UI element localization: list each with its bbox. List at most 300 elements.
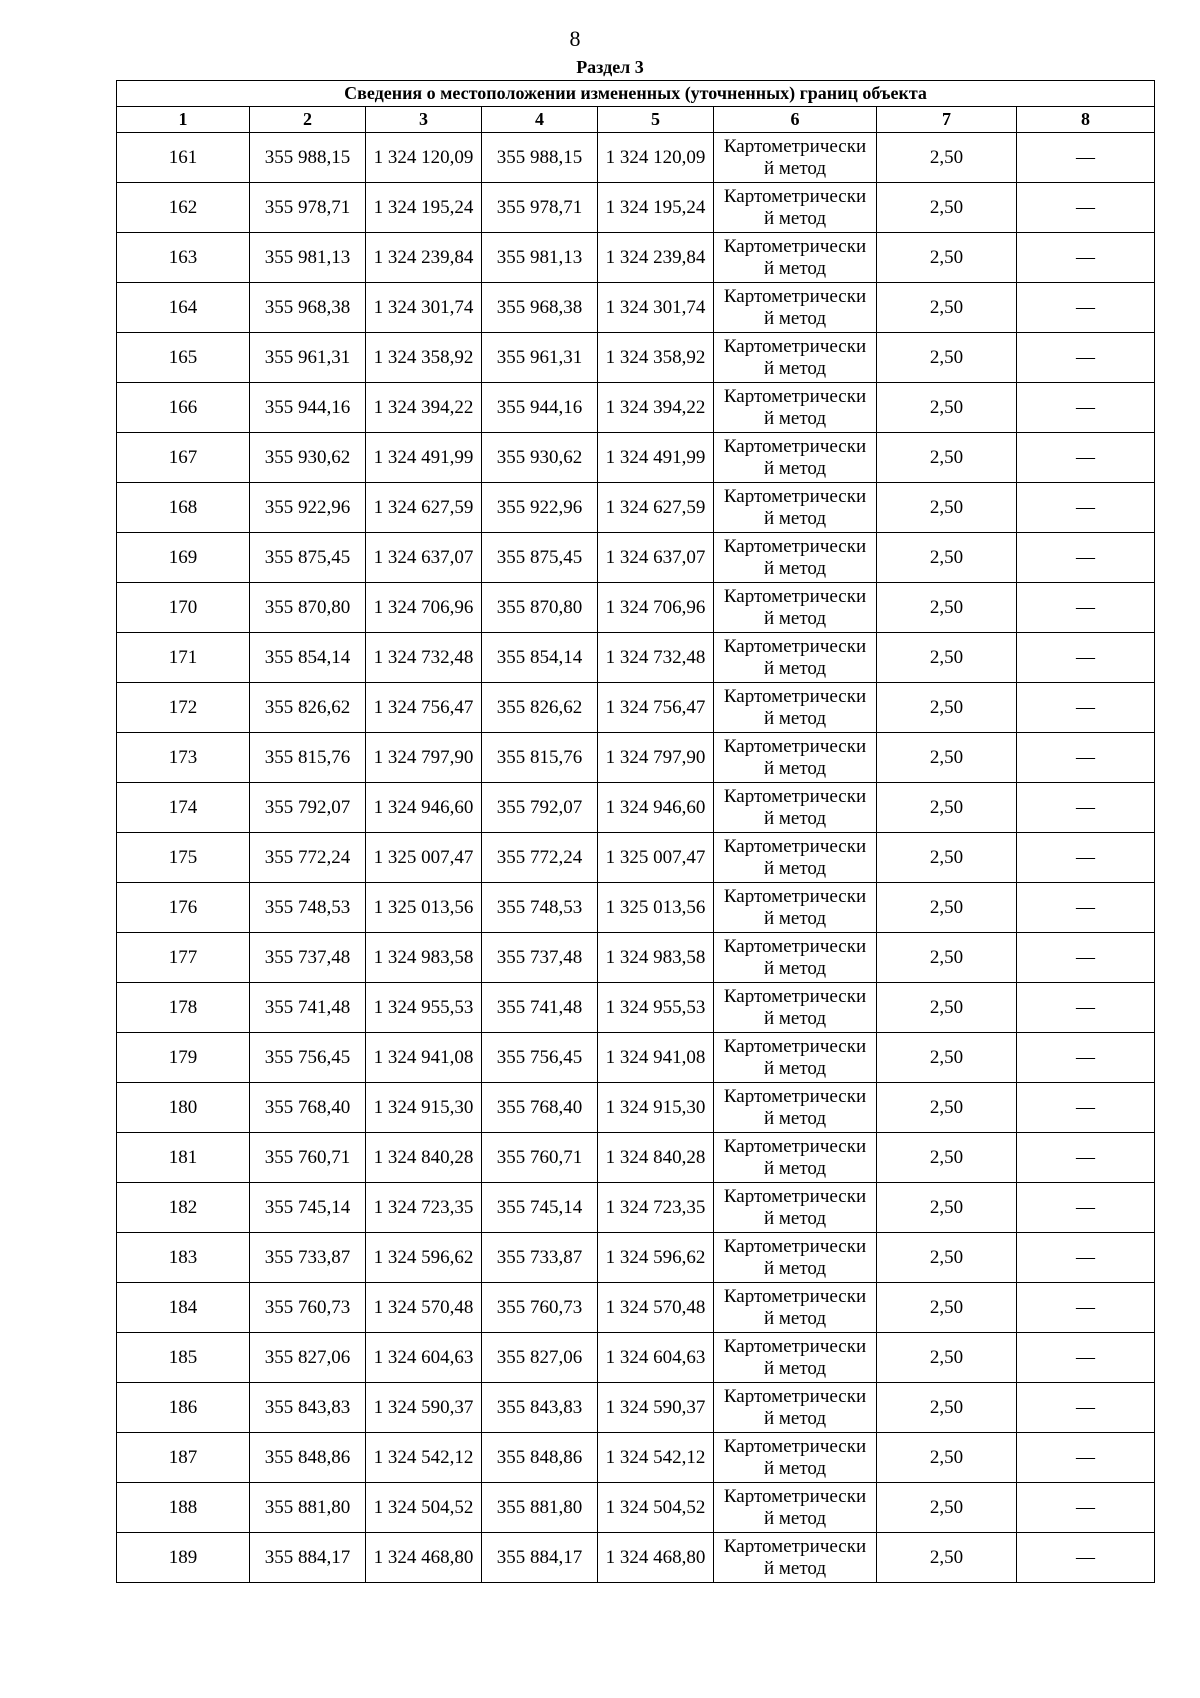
cell-method (714, 1233, 877, 1283)
column-number-8: 8 (1017, 107, 1155, 133)
cell-y-existing: 1 324 301,74 (366, 283, 482, 333)
cell-point-number: 182 (117, 1183, 250, 1233)
table-row (117, 1333, 1155, 1383)
cell-y-existing: 1 324 941,08 (366, 1033, 482, 1083)
cell-point-number: 174 (117, 783, 250, 833)
table-row (117, 483, 1155, 533)
cell-y-existing: 1 325 013,56 (366, 883, 482, 933)
table-row (117, 783, 1155, 833)
cell-x-refined: 355 961,31 (482, 333, 598, 383)
method-line-1: Картометрически (723, 1035, 867, 1057)
cell-y-refined: 1 324 358,92 (598, 333, 714, 383)
column-number-5: 5 (598, 107, 714, 133)
cell-method (714, 1533, 877, 1583)
cell-accuracy: 2,50 (877, 333, 1017, 383)
cell-y-refined: 1 324 941,08 (598, 1033, 714, 1083)
cell-x-existing: 355 745,14 (250, 1183, 366, 1233)
cell-x-refined: 355 884,17 (482, 1533, 598, 1583)
method-line-1: Картометрически (723, 285, 867, 307)
cell-note: — (1017, 333, 1155, 383)
cell-y-refined: 1 324 195,24 (598, 183, 714, 233)
table-row (117, 1133, 1155, 1183)
cell-y-existing: 1 324 491,99 (366, 433, 482, 483)
method-line-1: Картометрически (723, 335, 867, 357)
cell-method (714, 933, 877, 983)
cell-point-number: 181 (117, 1133, 250, 1183)
table-row (117, 383, 1155, 433)
cell-y-existing: 1 324 627,59 (366, 483, 482, 533)
method-line-2: й метод (763, 1357, 827, 1379)
cell-x-refined: 355 870,80 (482, 583, 598, 633)
method-line-2: й метод (763, 207, 827, 229)
cell-note: — (1017, 583, 1155, 633)
cell-method (714, 433, 877, 483)
table-row (117, 433, 1155, 483)
cell-x-existing: 355 827,06 (250, 1333, 366, 1383)
cell-x-refined: 355 854,14 (482, 633, 598, 683)
cell-x-refined: 355 733,87 (482, 1233, 598, 1283)
cell-accuracy: 2,50 (877, 783, 1017, 833)
page-number: 8 (569, 26, 581, 51)
cell-y-refined: 1 324 706,96 (598, 583, 714, 633)
cell-x-existing: 355 760,73 (250, 1283, 366, 1333)
cell-method (714, 983, 877, 1033)
cell-y-existing: 1 324 840,28 (366, 1133, 482, 1183)
cell-note: — (1017, 533, 1155, 583)
cell-x-refined: 355 745,14 (482, 1183, 598, 1233)
cell-y-existing: 1 324 637,07 (366, 533, 482, 583)
cell-method (714, 883, 877, 933)
cell-x-refined: 355 772,24 (482, 833, 598, 883)
cell-y-existing: 1 324 915,30 (366, 1083, 482, 1133)
method-line-2: й метод (763, 607, 827, 629)
cell-method (714, 533, 877, 583)
cell-point-number: 183 (117, 1233, 250, 1283)
method-line-2: й метод (763, 1457, 827, 1479)
cell-accuracy: 2,50 (877, 133, 1017, 183)
method-line-1: Картометрически (723, 885, 867, 907)
table-row (117, 633, 1155, 683)
cell-note: — (1017, 933, 1155, 983)
cell-method (714, 483, 877, 533)
cell-y-refined: 1 324 946,60 (598, 783, 714, 833)
table-title-row (117, 81, 1155, 107)
column-number-4: 4 (482, 107, 598, 133)
cell-accuracy: 2,50 (877, 633, 1017, 683)
cell-note: — (1017, 1083, 1155, 1133)
cell-accuracy: 2,50 (877, 283, 1017, 333)
table-row (117, 1083, 1155, 1133)
cell-point-number: 178 (117, 983, 250, 1033)
cell-y-existing: 1 324 239,84 (366, 233, 482, 283)
cell-accuracy: 2,50 (877, 1333, 1017, 1383)
cell-method (714, 633, 877, 683)
column-number-7: 7 (877, 107, 1017, 133)
cell-y-refined: 1 324 542,12 (598, 1433, 714, 1483)
cell-y-existing: 1 324 542,12 (366, 1433, 482, 1483)
cell-x-refined: 355 737,48 (482, 933, 598, 983)
cell-point-number: 169 (117, 533, 250, 583)
cell-note: — (1017, 1333, 1155, 1383)
method-line-1: Картометрически (723, 385, 867, 407)
cell-x-refined: 355 843,83 (482, 1383, 598, 1433)
cell-y-existing: 1 324 358,92 (366, 333, 482, 383)
cell-x-refined: 355 760,73 (482, 1283, 598, 1333)
cell-method (714, 1083, 877, 1133)
method-line-2: й метод (763, 157, 827, 179)
cell-note: — (1017, 1483, 1155, 1533)
cell-x-existing: 355 981,13 (250, 233, 366, 283)
cell-method (714, 833, 877, 883)
method-line-1: Картометрически (723, 1185, 867, 1207)
method-line-1: Картометрически (723, 935, 867, 957)
cell-note: — (1017, 983, 1155, 1033)
method-line-2: й метод (763, 507, 827, 529)
method-line-2: й метод (763, 1507, 827, 1529)
cell-accuracy: 2,50 (877, 383, 1017, 433)
cell-y-existing: 1 324 120,09 (366, 133, 482, 183)
table-row (117, 1433, 1155, 1483)
cell-accuracy: 2,50 (877, 183, 1017, 233)
cell-x-existing: 355 760,71 (250, 1133, 366, 1183)
cell-x-existing: 355 922,96 (250, 483, 366, 533)
cell-accuracy: 2,50 (877, 883, 1017, 933)
cell-x-refined: 355 881,80 (482, 1483, 598, 1533)
column-number-1: 1 (117, 107, 250, 133)
method-line-1: Картометрически (723, 735, 867, 757)
cell-method (714, 133, 877, 183)
cell-y-refined: 1 324 955,53 (598, 983, 714, 1033)
cell-y-refined: 1 325 007,47 (598, 833, 714, 883)
cell-accuracy: 2,50 (877, 1133, 1017, 1183)
cell-note: — (1017, 683, 1155, 733)
cell-y-existing: 1 325 007,47 (366, 833, 482, 883)
cell-x-refined: 355 748,53 (482, 883, 598, 933)
method-line-2: й метод (763, 807, 827, 829)
cell-y-refined: 1 324 394,22 (598, 383, 714, 433)
cell-note: — (1017, 1283, 1155, 1333)
method-line-1: Картометрически (723, 1235, 867, 1257)
table-row (117, 583, 1155, 633)
cell-point-number: 176 (117, 883, 250, 933)
table-row (117, 1033, 1155, 1083)
table-row (117, 1283, 1155, 1333)
cell-y-refined: 1 324 239,84 (598, 233, 714, 283)
cell-x-refined: 355 922,96 (482, 483, 598, 533)
cell-x-existing: 355 792,07 (250, 783, 366, 833)
method-line-2: й метод (763, 1057, 827, 1079)
cell-point-number: 173 (117, 733, 250, 783)
cell-accuracy: 2,50 (877, 683, 1017, 733)
cell-method (714, 783, 877, 833)
cell-accuracy: 2,50 (877, 1283, 1017, 1333)
cell-point-number: 164 (117, 283, 250, 333)
cell-y-refined: 1 324 915,30 (598, 1083, 714, 1133)
cell-method (714, 1383, 877, 1433)
cell-note: — (1017, 883, 1155, 933)
cell-accuracy: 2,50 (877, 983, 1017, 1033)
method-line-2: й метод (763, 307, 827, 329)
cell-note: — (1017, 1533, 1155, 1583)
method-line-1: Картометрически (723, 785, 867, 807)
cell-y-refined: 1 324 596,62 (598, 1233, 714, 1283)
cell-x-existing: 355 826,62 (250, 683, 366, 733)
cell-note: — (1017, 133, 1155, 183)
cell-y-refined: 1 324 840,28 (598, 1133, 714, 1183)
cell-x-refined: 355 988,15 (482, 133, 598, 183)
cell-x-existing: 355 748,53 (250, 883, 366, 933)
cell-note: — (1017, 1383, 1155, 1433)
cell-y-existing: 1 324 723,35 (366, 1183, 482, 1233)
cell-point-number: 166 (117, 383, 250, 433)
cell-accuracy: 2,50 (877, 1183, 1017, 1233)
cell-y-refined: 1 324 120,09 (598, 133, 714, 183)
cell-y-existing: 1 324 570,48 (366, 1283, 482, 1333)
cell-accuracy: 2,50 (877, 933, 1017, 983)
cell-x-existing: 355 733,87 (250, 1233, 366, 1283)
cell-x-existing: 355 968,38 (250, 283, 366, 333)
cell-point-number: 163 (117, 233, 250, 283)
cell-point-number: 165 (117, 333, 250, 383)
method-line-2: й метод (763, 1407, 827, 1429)
column-number-2: 2 (250, 107, 366, 133)
cell-note: — (1017, 183, 1155, 233)
cell-accuracy: 2,50 (877, 233, 1017, 283)
cell-note: — (1017, 1183, 1155, 1233)
cell-note: — (1017, 483, 1155, 533)
cell-note: — (1017, 833, 1155, 883)
cell-method (714, 383, 877, 433)
cell-point-number: 175 (117, 833, 250, 883)
cell-method (714, 1133, 877, 1183)
table-row (117, 983, 1155, 1033)
method-line-2: й метод (763, 757, 827, 779)
method-line-2: й метод (763, 457, 827, 479)
method-line-1: Картометрически (723, 485, 867, 507)
cell-x-existing: 355 772,24 (250, 833, 366, 883)
cell-y-refined: 1 324 570,48 (598, 1283, 714, 1333)
method-line-2: й метод (763, 857, 827, 879)
method-line-1: Картометрически (723, 1385, 867, 1407)
cell-accuracy: 2,50 (877, 583, 1017, 633)
cell-x-existing: 355 737,48 (250, 933, 366, 983)
cell-accuracy: 2,50 (877, 1383, 1017, 1433)
cell-x-refined: 355 760,71 (482, 1133, 598, 1183)
cell-note: — (1017, 1233, 1155, 1283)
method-line-2: й метод (763, 1107, 827, 1129)
cell-method (714, 233, 877, 283)
cell-point-number: 162 (117, 183, 250, 233)
cell-y-refined: 1 324 637,07 (598, 533, 714, 583)
table-row (117, 833, 1155, 883)
cell-y-refined: 1 324 797,90 (598, 733, 714, 783)
table-title: Сведения о местоположении измененных (уточненных) границ объекта (117, 81, 1155, 107)
cell-accuracy: 2,50 (877, 833, 1017, 883)
table-row (117, 133, 1155, 183)
cell-method (714, 1483, 877, 1533)
cell-x-existing: 355 930,62 (250, 433, 366, 483)
cell-note: — (1017, 433, 1155, 483)
cell-accuracy: 2,50 (877, 1233, 1017, 1283)
cell-y-existing: 1 324 590,37 (366, 1383, 482, 1433)
cell-note: — (1017, 383, 1155, 433)
cell-x-refined: 355 756,45 (482, 1033, 598, 1083)
cell-method (714, 583, 877, 633)
cell-note: — (1017, 1133, 1155, 1183)
cell-x-refined: 355 768,40 (482, 1083, 598, 1133)
method-line-1: Картометрически (723, 535, 867, 557)
cell-point-number: 172 (117, 683, 250, 733)
method-line-2: й метод (763, 407, 827, 429)
method-line-2: й метод (763, 1207, 827, 1229)
cell-x-refined: 355 815,76 (482, 733, 598, 783)
cell-note: — (1017, 1033, 1155, 1083)
cell-point-number: 167 (117, 433, 250, 483)
cell-note: — (1017, 283, 1155, 333)
method-line-1: Картометрически (723, 1335, 867, 1357)
table-row (117, 883, 1155, 933)
cell-point-number: 168 (117, 483, 250, 533)
cell-x-refined: 355 944,16 (482, 383, 598, 433)
cell-accuracy: 2,50 (877, 1483, 1017, 1533)
method-line-2: й метод (763, 907, 827, 929)
method-line-2: й метод (763, 1157, 827, 1179)
cell-x-refined: 355 968,38 (482, 283, 598, 333)
cell-y-refined: 1 324 732,48 (598, 633, 714, 683)
cell-x-existing: 355 741,48 (250, 983, 366, 1033)
method-line-1: Картометрически (723, 235, 867, 257)
cell-x-existing: 355 875,45 (250, 533, 366, 583)
cell-y-refined: 1 324 723,35 (598, 1183, 714, 1233)
cell-point-number: 161 (117, 133, 250, 183)
cell-accuracy: 2,50 (877, 1033, 1017, 1083)
method-line-1: Картометрически (723, 1535, 867, 1557)
column-number-6: 6 (714, 107, 877, 133)
table-row (117, 1483, 1155, 1533)
cell-accuracy: 2,50 (877, 1433, 1017, 1483)
cell-y-refined: 1 324 627,59 (598, 483, 714, 533)
coordinates-table (116, 80, 1155, 1583)
cell-y-existing: 1 324 394,22 (366, 383, 482, 433)
cell-method (714, 1283, 877, 1333)
method-line-2: й метод (763, 657, 827, 679)
cell-method (714, 1433, 877, 1483)
cell-y-existing: 1 324 706,96 (366, 583, 482, 633)
table-row (117, 1233, 1155, 1283)
cell-point-number: 170 (117, 583, 250, 633)
cell-point-number: 179 (117, 1033, 250, 1083)
method-line-1: Картометрически (723, 135, 867, 157)
cell-y-existing: 1 324 604,63 (366, 1333, 482, 1383)
method-line-2: й метод (763, 1257, 827, 1279)
cell-point-number: 177 (117, 933, 250, 983)
method-line-1: Картометрически (723, 1085, 867, 1107)
cell-point-number: 188 (117, 1483, 250, 1533)
cell-point-number: 171 (117, 633, 250, 683)
cell-method (714, 1183, 877, 1233)
cell-accuracy: 2,50 (877, 533, 1017, 583)
cell-y-refined: 1 324 756,47 (598, 683, 714, 733)
table-row (117, 183, 1155, 233)
cell-y-existing: 1 324 983,58 (366, 933, 482, 983)
cell-y-refined: 1 324 983,58 (598, 933, 714, 983)
cell-x-existing: 355 768,40 (250, 1083, 366, 1133)
cell-y-existing: 1 324 756,47 (366, 683, 482, 733)
method-line-1: Картометрически (723, 1135, 867, 1157)
cell-method (714, 1033, 877, 1083)
method-line-1: Картометрически (723, 585, 867, 607)
method-line-2: й метод (763, 1007, 827, 1029)
method-line-1: Картометрически (723, 635, 867, 657)
table-row (117, 1383, 1155, 1433)
cell-y-existing: 1 324 195,24 (366, 183, 482, 233)
cell-y-refined: 1 324 590,37 (598, 1383, 714, 1433)
cell-point-number: 187 (117, 1433, 250, 1483)
column-number-3: 3 (366, 107, 482, 133)
cell-y-refined: 1 324 491,99 (598, 433, 714, 483)
method-line-2: й метод (763, 1557, 827, 1579)
cell-x-existing: 355 815,76 (250, 733, 366, 783)
table-row (117, 333, 1155, 383)
table-row (117, 1183, 1155, 1233)
method-line-1: Картометрически (723, 435, 867, 457)
cell-x-refined: 355 930,62 (482, 433, 598, 483)
cell-accuracy: 2,50 (877, 733, 1017, 783)
cell-y-existing: 1 324 468,80 (366, 1533, 482, 1583)
method-line-2: й метод (763, 557, 827, 579)
method-line-2: й метод (763, 357, 827, 379)
method-line-1: Картометрически (723, 185, 867, 207)
method-line-2: й метод (763, 707, 827, 729)
cell-x-refined: 355 978,71 (482, 183, 598, 233)
cell-x-refined: 355 848,86 (482, 1433, 598, 1483)
table-row (117, 933, 1155, 983)
method-line-2: й метод (763, 1307, 827, 1329)
cell-note: — (1017, 233, 1155, 283)
cell-x-refined: 355 981,13 (482, 233, 598, 283)
cell-y-existing: 1 324 732,48 (366, 633, 482, 683)
cell-x-existing: 355 978,71 (250, 183, 366, 233)
cell-x-existing: 355 843,83 (250, 1383, 366, 1433)
cell-y-refined: 1 324 468,80 (598, 1533, 714, 1583)
cell-x-existing: 355 848,86 (250, 1433, 366, 1483)
method-line-1: Картометрически (723, 1285, 867, 1307)
cell-method (714, 683, 877, 733)
cell-x-existing: 355 988,15 (250, 133, 366, 183)
cell-y-refined: 1 324 504,52 (598, 1483, 714, 1533)
table-row (117, 283, 1155, 333)
column-number-row (117, 107, 1155, 133)
table-row (117, 1533, 1155, 1583)
cell-y-existing: 1 324 504,52 (366, 1483, 482, 1533)
cell-x-refined: 355 741,48 (482, 983, 598, 1033)
cell-y-existing: 1 324 946,60 (366, 783, 482, 833)
cell-note: — (1017, 1433, 1155, 1483)
method-line-1: Картометрически (723, 835, 867, 857)
cell-method (714, 183, 877, 233)
cell-x-existing: 355 961,31 (250, 333, 366, 383)
cell-accuracy: 2,50 (877, 483, 1017, 533)
cell-accuracy: 2,50 (877, 1083, 1017, 1133)
table-row (117, 233, 1155, 283)
cell-point-number: 185 (117, 1333, 250, 1383)
cell-x-existing: 355 881,80 (250, 1483, 366, 1533)
cell-y-existing: 1 324 955,53 (366, 983, 482, 1033)
method-line-1: Картометрически (723, 685, 867, 707)
cell-note: — (1017, 783, 1155, 833)
cell-accuracy: 2,50 (877, 1533, 1017, 1583)
cell-y-refined: 1 324 301,74 (598, 283, 714, 333)
